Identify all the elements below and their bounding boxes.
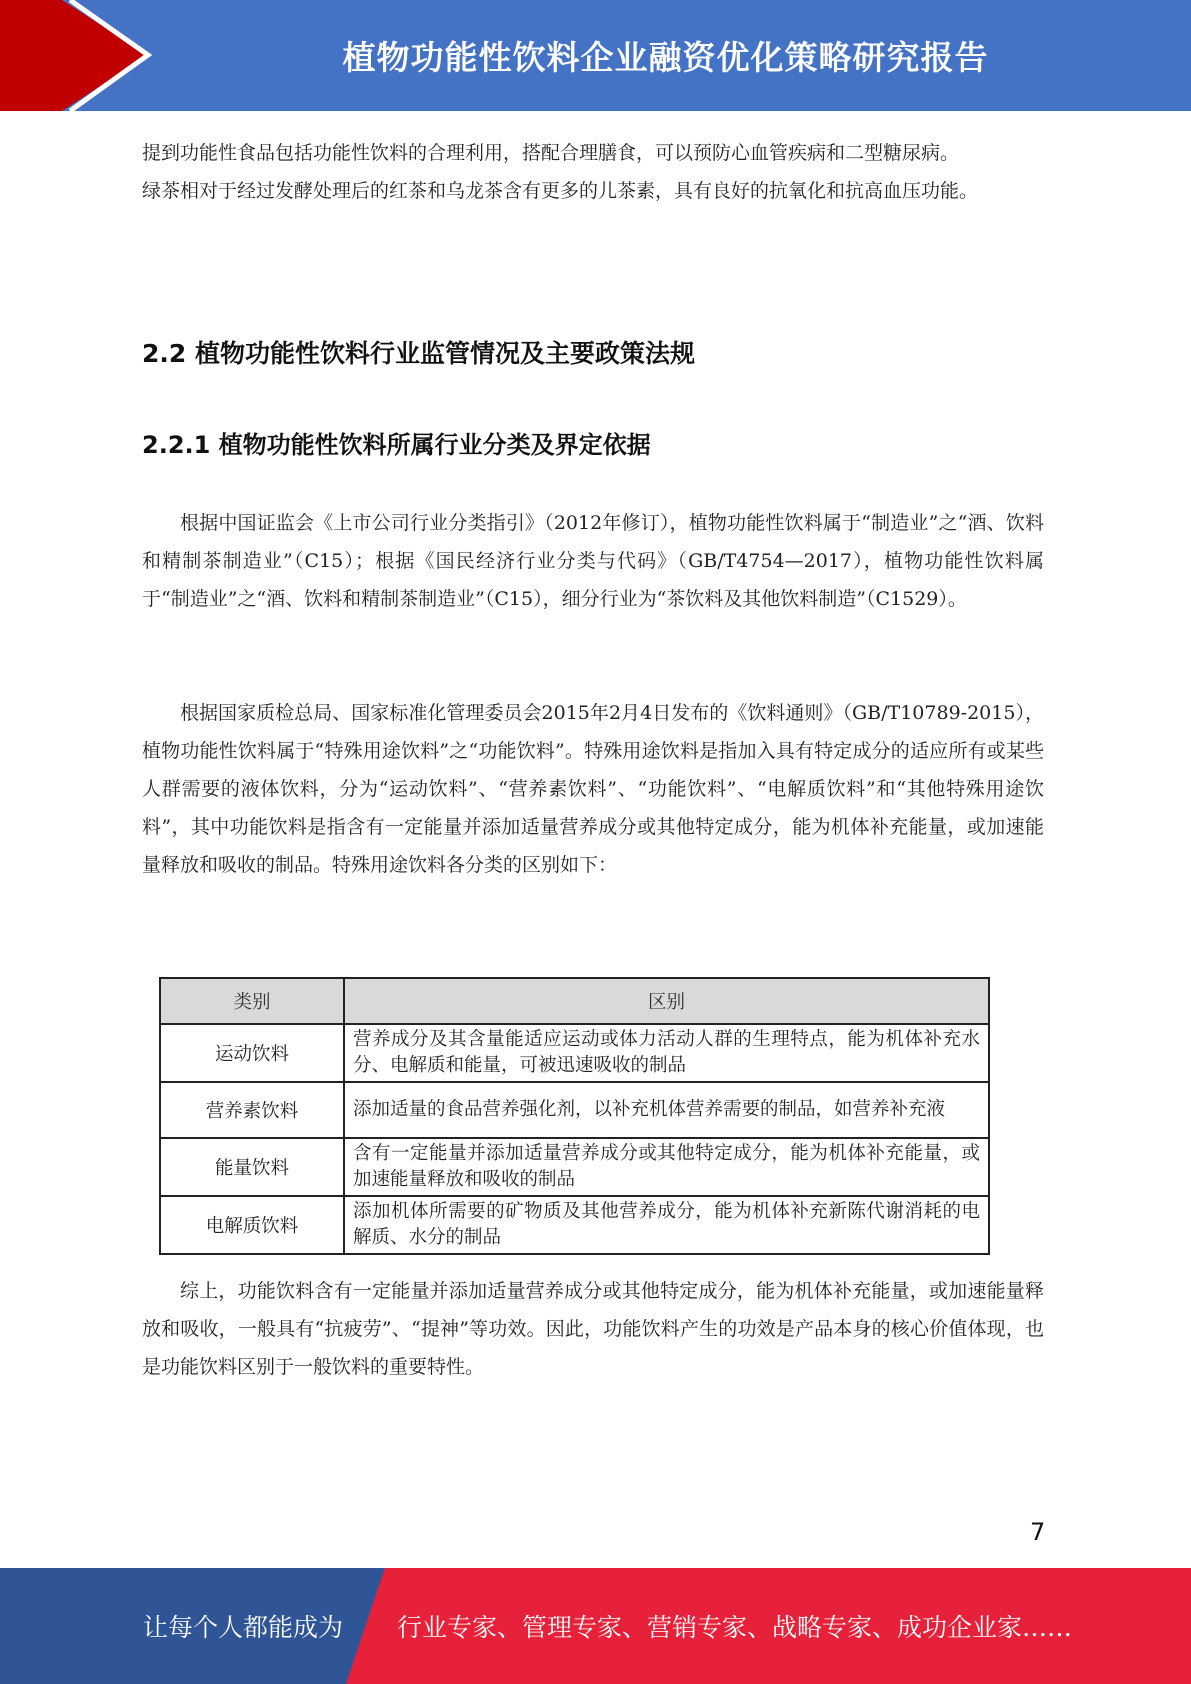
table-row xyxy=(160,1138,989,1196)
table-header-row xyxy=(160,978,989,1024)
table-cell-difference: 营养成分及其含量能适应运动或体力活动人群的生理特点，能为机体补充水分、电解质和能量，可被迅速吸收的制品 xyxy=(344,1024,989,1082)
table-header-category: 类别 xyxy=(160,978,344,1024)
page-footer-banner xyxy=(0,1568,1191,1684)
table-header-difference: 区别 xyxy=(344,978,989,1024)
classification-paragraph: 根据中国证监会《上市公司行业分类指引》（2012年修订），植物功能性饮料属于“制造业”之“酒、饮料和精制茶制造业”（C15）；根据《国民经济行业分类与代码》（GB/T4754—2017），植物功能性饮料属于“制造业”之“酒、饮料和精制茶制造业”（C15），细分行业为“茶饮料及其他饮料制造”（C1529）。 xyxy=(142,512,1044,610)
intro-line-2: 绿茶相对于经过发酵处理后的红茶和乌龙茶含有更多的儿茶素，具有良好的抗氧化和抗高血压功能。 xyxy=(142,180,979,202)
beverage-standard-paragraph: 根据国家质检总局、国家标准化管理委员会2015年2月4日发布的《饮料通则》（GB/T10789-2015），植物功能性饮料属于“特殊用途饮料”之“功能饮料”。特殊用途饮料是指加入具有特定成分的适应所有或某些人群需要的液体饮料，分为“运动饮料”、“营养素饮料”、“功能饮料”、“电解质饮料”和“其他特殊用途饮料”，其中功能饮料是指含有一定能量并添加适量营养成分或其他特定成分，能为机体补充能量，或加速能量释放和吸收的制品。特殊用途饮料各分类的区别如下： xyxy=(142,702,1044,876)
footer-slogan-left: 让每个人都能成为 xyxy=(143,1613,344,1642)
beverage-category-table xyxy=(159,977,990,1255)
page-header-banner xyxy=(0,0,1191,111)
subsection-heading: 2.2.1 植物功能性饮料所属行业分类及界定依据 xyxy=(142,431,651,459)
table-cell-category: 营养素饮料 xyxy=(160,1082,344,1138)
table-row xyxy=(160,1196,989,1254)
table-cell-category: 能量饮料 xyxy=(160,1138,344,1196)
section-heading: 2.2 植物功能性饮料行业监管情况及主要政策法规 xyxy=(142,339,695,368)
table-row xyxy=(160,1024,989,1082)
table-cell-category: 电解质饮料 xyxy=(160,1196,344,1254)
summary-paragraph: 综上，功能饮料含有一定能量并添加适量营养成分或其他特定成分，能为机体补充能量，或加速能量释放和吸收，一般具有“抗疲劳”、“提神”等功效。因此，功能饮料产生的功效是产品本身的核心价值体现，也是功能饮料区别于一般饮料的重要特性。 xyxy=(142,1280,1044,1378)
table-cell-category: 运动饮料 xyxy=(160,1024,344,1082)
page-number: 7 xyxy=(1030,1518,1046,1546)
intro-line-1: 提到功能性食品包括功能性饮料的合理利用，搭配合理膳食，可以预防心血管疾病和二型糖尿病。 xyxy=(142,142,960,164)
report-title: 植物功能性饮料企业融资优化策略研究报告 xyxy=(342,38,989,77)
table-row xyxy=(160,1082,989,1138)
table-cell-difference: 添加适量的食品营养强化剂，以补充机体营养需要的制品，如营养补充液 xyxy=(344,1082,989,1138)
table-cell-difference: 含有一定能量并添加适量营养成分或其他特定成分，能为机体补充能量，或加速能量释放和吸收的制品 xyxy=(344,1138,989,1196)
table-cell-difference: 添加机体所需要的矿物质及其他营养成分，能为机体补充新陈代谢消耗的电解质、水分的制品 xyxy=(344,1196,989,1254)
intro-paragraph xyxy=(142,134,1044,210)
footer-slogan-right: 行业专家、管理专家、营销专家、战略专家、成功企业家…… xyxy=(397,1613,1073,1642)
